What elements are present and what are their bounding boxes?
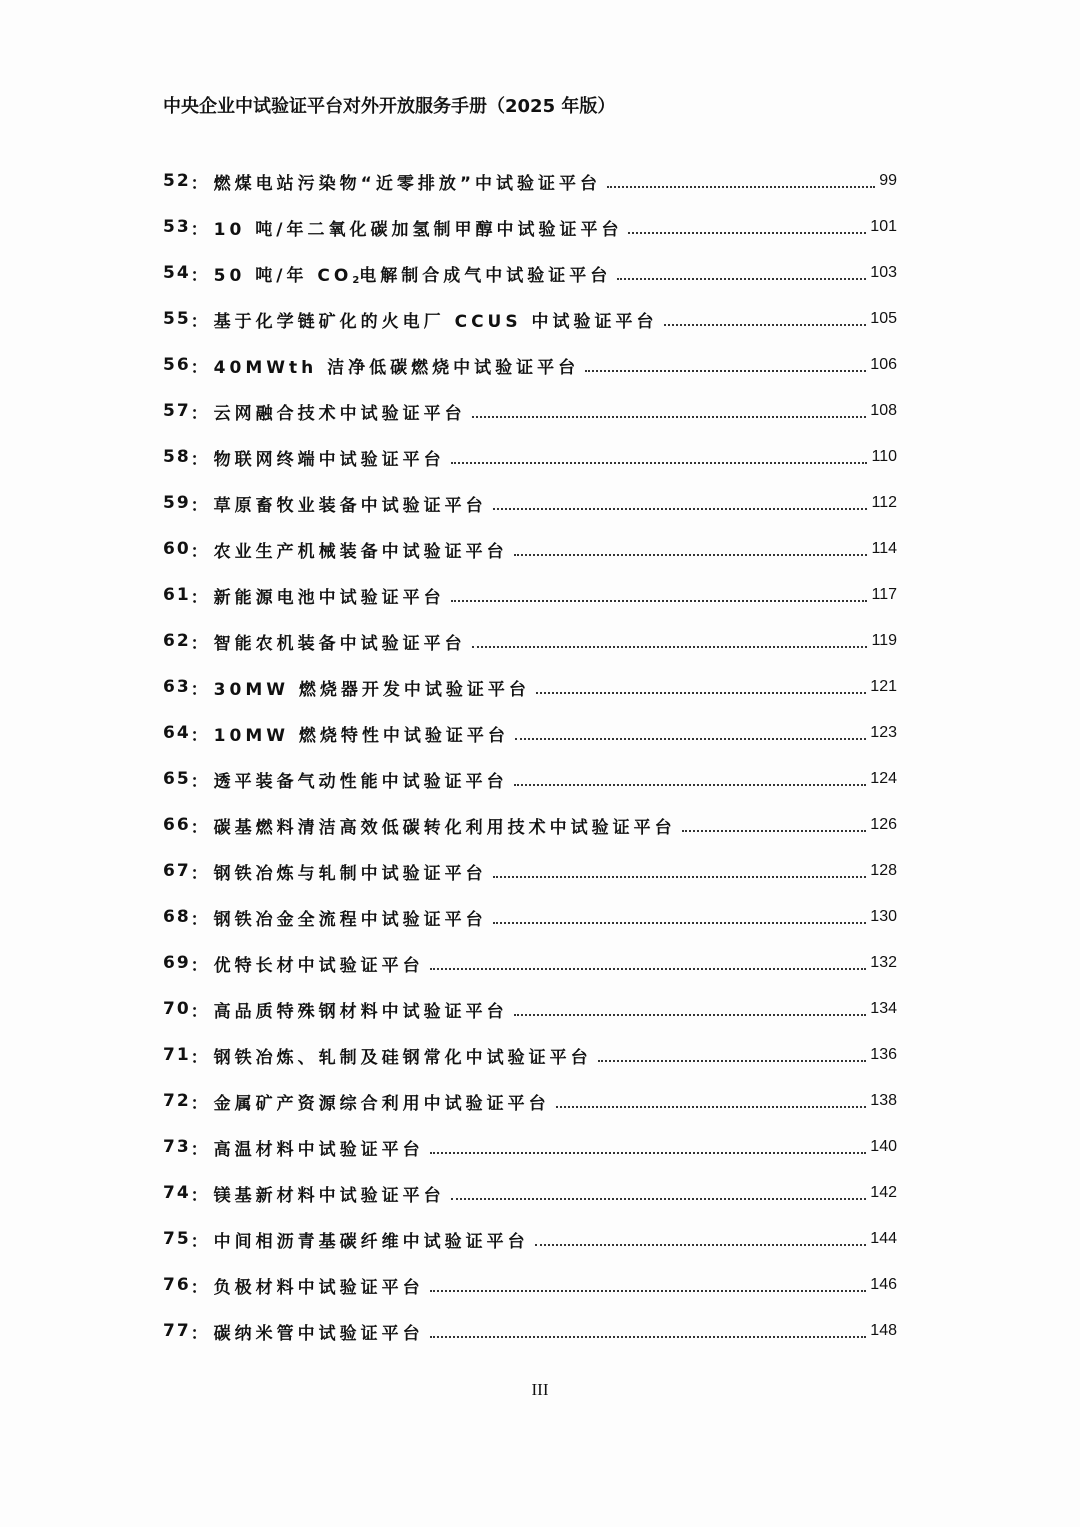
toc-dot-leader [515,737,866,740]
toc-entry-page: 144 [870,1230,897,1247]
toc-entry-page: 146 [870,1276,897,1293]
toc-entry-title: 基于化学链矿化的火电厂 CCUS 中试验证平台 [213,311,658,332]
toc-entry-number: 68 [163,907,191,927]
toc-entry-title: 中间相沥青基碳纤维中试验证平台 [213,1231,529,1252]
toc-entry [163,296,897,342]
toc-entry-title: 钢铁冶炼与轧制中试验证平台 [213,863,487,884]
toc-entry [163,1308,897,1354]
toc-entry [163,204,897,250]
toc-dot-leader [617,277,866,280]
toc-entry-title: 碳纳米管中试验证平台 [213,1323,424,1344]
toc-entry-title: 10MW 燃烧特性中试验证平台 [213,725,509,746]
toc-entry-separator: ： [190,725,208,746]
toc-entry-number: 56 [163,355,191,375]
toc-dot-leader [664,323,867,326]
toc-entry-number: 61 [163,585,191,605]
toc-dot-leader [451,461,868,464]
toc-entry-title: 物联网终端中试验证平台 [213,449,445,470]
toc-title-text: 电解制合成气中试验证平台 [359,265,612,286]
toc-entry-title: 燃煤电站污染物“近零排放”中试验证平台 [213,173,602,194]
toc-entry-page: 105 [870,310,897,327]
toc-entry-page: 101 [870,218,897,235]
toc-entry [163,664,897,710]
toc-entry [163,618,897,664]
toc-entry [163,434,897,480]
toc-entry-number: 63 [163,677,191,697]
toc-dot-leader [430,967,867,970]
toc-entry-separator: ： [190,1231,208,1252]
toc-entry-number: 71 [163,1045,191,1065]
toc-dot-leader [682,829,867,832]
toc-entry-number: 72 [163,1091,191,1111]
toc-entry-separator: ： [190,1185,208,1206]
toc-entry-page: 136 [870,1046,897,1063]
toc-entry-title: 30MW 燃烧器开发中试验证平台 [213,679,530,700]
toc-entry-title: 40MWth 洁净低碳燃烧中试验证平台 [213,357,580,378]
toc-entry-page: 148 [870,1322,897,1339]
toc-entry-number: 64 [163,723,191,743]
toc-entry-page: 106 [870,356,897,373]
toc-dot-leader [628,231,866,234]
toc-entry [163,756,897,802]
toc-entry [163,986,897,1032]
toc-entry-page: 124 [870,770,897,787]
toc-entry-page: 128 [870,862,897,879]
toc-entry-title: 钢铁冶金全流程中试验证平台 [213,909,487,930]
toc-entry-page: 119 [871,632,897,649]
toc-entry-number: 60 [163,539,191,559]
toc-entry-separator: ： [190,219,208,240]
toc-entry-page: 138 [870,1092,897,1109]
toc-entry-title: 智能农机装备中试验证平台 [213,633,466,654]
toc-dot-leader [607,185,875,188]
toc-title-subscript: 2 [352,274,360,286]
toc-entry-separator: ： [190,1093,208,1114]
page-header-title: 中央企业中试验证平台对外开放服务手册（2025 年版） [163,96,616,117]
toc-entry-number: 67 [163,861,191,881]
toc-entry-title: 高品质特殊钢材料中试验证平台 [213,1001,508,1022]
toc-dot-leader [556,1105,867,1108]
toc-entry-number: 58 [163,447,191,467]
toc-entry-separator: ： [190,495,208,516]
toc-dot-leader [585,369,866,372]
toc-entry-number: 55 [163,309,191,329]
toc-entry-separator: ： [190,909,208,930]
toc-entry-number: 77 [163,1321,191,1341]
toc-entry-number: 66 [163,815,191,835]
toc-dot-leader [451,1197,867,1200]
toc-entry-separator: ： [190,1277,208,1298]
toc-entry-title: 草原畜牧业装备中试验证平台 [213,495,487,516]
toc-entry-separator: ： [190,1139,208,1160]
toc-entry-number: 59 [163,493,191,513]
toc-dot-leader [451,599,868,602]
toc-entry-separator: ： [190,1047,208,1068]
toc-entry-title: 优特长材中试验证平台 [213,955,424,976]
toc-entry-separator: ： [190,955,208,976]
toc-entry-page: 103 [870,264,897,281]
toc-entry [163,250,897,296]
toc-entry-number: 52 [163,171,191,191]
toc-dot-leader [493,507,868,510]
toc-entry-page: 130 [870,908,897,925]
toc-entry-title: 钢铁冶炼、轧制及硅钢常化中试验证平台 [213,1047,592,1068]
toc-entry-separator: ： [190,633,208,654]
toc-entry-title: 云网融合技术中试验证平台 [213,403,466,424]
toc-entry-separator: ： [190,403,208,424]
toc-entry [163,342,897,388]
toc-entry [163,940,897,986]
toc-entry-page: 126 [870,816,897,833]
toc-dot-leader [536,691,866,694]
toc-entry-number: 76 [163,1275,191,1295]
table-of-contents [163,158,897,1354]
toc-dot-leader [430,1151,867,1154]
toc-entry [163,848,897,894]
toc-dot-leader [514,553,868,556]
toc-entry-title: 碳基燃料清洁高效低碳转化利用技术中试验证平台 [213,817,676,838]
toc-dot-leader [472,415,867,418]
toc-entry [163,572,897,618]
toc-entry [163,710,897,756]
toc-dot-leader [493,875,867,878]
toc-entry-title: 10 吨/年二氧化碳加氢制甲醇中试验证平台 [213,219,623,240]
toc-entry [163,1170,897,1216]
toc-dot-leader [514,783,867,786]
toc-dot-leader [493,921,867,924]
toc-entry [163,1032,897,1078]
toc-entry-separator: ： [190,587,208,608]
toc-dot-leader [430,1335,867,1338]
toc-entry [163,526,897,572]
toc-entry-page: 112 [871,494,897,511]
toc-entry-page: 132 [870,954,897,971]
toc-entry-separator: ： [190,679,208,700]
toc-entry-page: 142 [870,1184,897,1201]
toc-entry-page: 121 [870,678,897,695]
toc-entry [163,158,897,204]
toc-entry-page: 114 [871,540,897,557]
toc-entry-separator: ： [190,449,208,470]
toc-entry-number: 69 [163,953,191,973]
toc-entry-title [214,261,612,286]
toc-entry-title: 负极材料中试验证平台 [213,1277,424,1298]
toc-entry-number: 53 [163,217,191,237]
toc-entry-number: 73 [163,1137,191,1157]
toc-entry [163,480,897,526]
toc-entry-separator: ： [190,265,208,286]
toc-entry-number: 70 [163,999,191,1019]
toc-entry-title: 透平装备气动性能中试验证平台 [213,771,508,792]
toc-entry-page: 140 [870,1138,897,1155]
toc-entry-page: 117 [871,586,897,603]
toc-entry [163,802,897,848]
toc-entry-separator: ： [190,863,208,884]
toc-dot-leader [598,1059,867,1062]
toc-entry-page: 99 [879,172,897,189]
toc-entry-separator: ： [190,771,208,792]
toc-entry [163,1124,897,1170]
toc-entry-number: 62 [163,631,191,651]
toc-dot-leader [535,1243,867,1246]
toc-entry-title: 镁基新材料中试验证平台 [213,1185,445,1206]
toc-entry [163,1216,897,1262]
toc-entry-separator: ： [190,357,208,378]
toc-entry [163,894,897,940]
toc-dot-leader [514,1013,867,1016]
toc-entry-page: 108 [870,402,897,419]
toc-dot-leader [472,645,868,648]
toc-entry-title: 新能源电池中试验证平台 [213,587,445,608]
toc-entry [163,1078,897,1124]
toc-entry-separator: ： [190,173,208,194]
toc-entry-separator: ： [190,541,208,562]
toc-entry [163,388,897,434]
toc-entry-page: 134 [870,1000,897,1017]
toc-entry-title: 高温材料中试验证平台 [213,1139,424,1160]
toc-title-text: 50 吨/年 CO [213,265,353,286]
toc-entry-page: 110 [871,448,897,465]
toc-entry-separator: ： [190,311,208,332]
toc-entry-number: 75 [163,1229,191,1249]
page-number-footer: III [531,1380,549,1399]
toc-dot-leader [430,1289,867,1292]
toc-entry [163,1262,897,1308]
toc-entry-number: 74 [163,1183,191,1203]
toc-entry-title: 金属矿产资源综合利用中试验证平台 [213,1093,550,1114]
toc-entry-separator: ： [190,1001,208,1022]
toc-entry-number: 65 [163,769,191,789]
toc-entry-separator: ： [190,1323,208,1344]
toc-entry-page: 123 [870,724,897,741]
toc-entry-title: 农业生产机械装备中试验证平台 [213,541,508,562]
toc-entry-number: 57 [163,401,191,421]
toc-entry-number: 54 [163,263,191,283]
toc-entry-separator: ： [190,817,208,838]
